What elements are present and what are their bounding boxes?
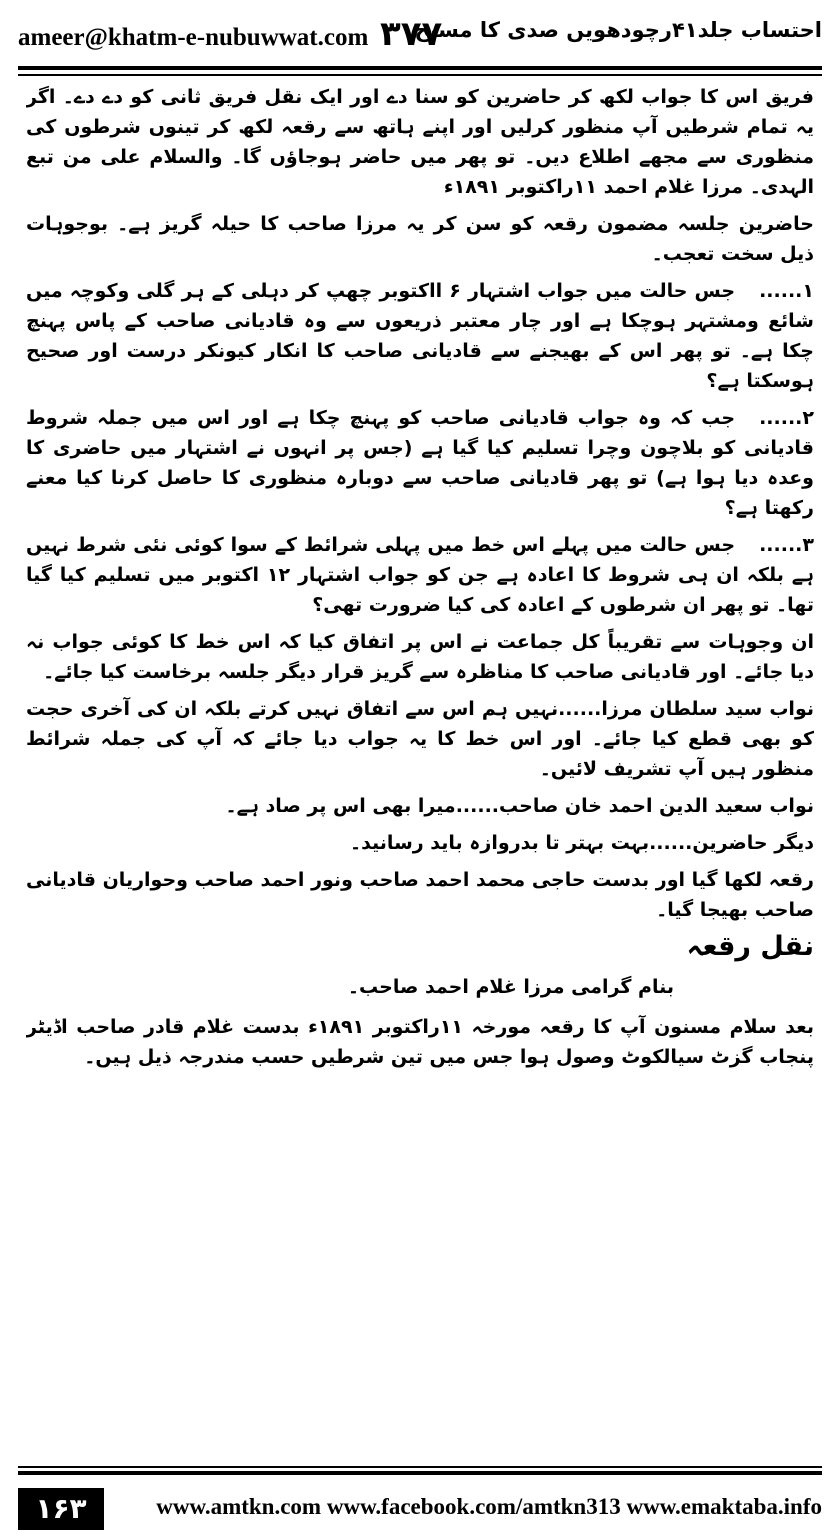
page-footer — [0, 1460, 840, 1540]
speaker-name: نواب سید سلطان مرزا...... — [558, 698, 814, 720]
speaker-line-1 — [26, 694, 814, 784]
footer-book-page-number: ۱۶۳ — [18, 1488, 104, 1530]
footer-rule-thin — [18, 1466, 822, 1468]
paragraph-offer: فریق اس کا جواب لکھ کر حاضرین کو سنا دے اور ایک نقل فریق ثانی کو دے دے۔ اگر یہ تمام شرطیں آپ منظور کرلیں اور اپنے ہاتھ سے رقعہ لکھ کر تینوں شرطوں کی منظوری سے مجھے اطلاع دیں۔ تو پھر میں حاضر ہوجاؤں گا۔ والسلام علی من تبع الہدی۔ مرزا غلام احمد ۱۱راکتوبر ۱۸۹۱ء — [26, 86, 814, 198]
item-text: جس حالت میں جواب اشتہار ۶ ااکتوبر چھپ کر دہلی کے ہر گلی وکوچہ میں شائع ومشتہر ہوچکا ہے اور چار معتبر ذریعوں سے وہ قادیانی صاحب کے پاس پہنچ چکا ہے۔ تو پھر اس کے بھیجنے سے قادیانی صاحب کا انکار کیونکر درست اور صحیح ہوسکتا ہے؟ — [26, 280, 814, 392]
letter-address: بنام گرامی مرزا غلام احمد صاحب۔ — [347, 976, 674, 998]
item-text: جس حالت میں پہلے اس خط میں پہلی شرائط کے سوا کوئی نئی شرط نہیں ہے بلکہ ان ہی شروط کا اعادہ ہے جن کو جواب اشتہار ۱۲ اکتوبر میں تسلیم کیا گیا تھا۔ تو پھر ان شرطوں کے اعادہ کی کیا ضرورت تھی؟ — [26, 534, 814, 616]
header-rule-thin — [18, 74, 822, 76]
header-rule-thick — [18, 66, 822, 70]
paragraph-letter-body: بعد سلام مسنون آپ کا رقعہ مورخہ ۱۱راکتوبر ۱۸۹۱ء بدست غلام قادر صاحب اڈیٹر پنجاب گزٹ سیالکوٹ وصول ہوا جس میں تین شرطیں حسب مندرجہ ذیل ہیں۔ — [26, 1016, 814, 1068]
item-number: ۱...... — [759, 280, 814, 302]
speaker-name: دیگر حاضرین...... — [649, 832, 814, 854]
paragraph-letter-sent: رقعہ لکھا گیا اور بدست حاجی محمد احمد صاحب ونور احمد صاحب وحواریان قادیانی صاحب بھیجا گیا۔ — [26, 869, 814, 921]
numbered-item-2 — [26, 403, 814, 523]
footer-rule-thick — [18, 1471, 822, 1475]
item-number: ۳...... — [759, 534, 814, 556]
item-text: جب کہ وہ جواب قادیانی صاحب کو پہنچ چکا ہے اور اس میں جملہ شروط قادیانی کو بلاچون وچرا تسلیم کیا گیا ہے (جس پر انہوں نے اشتہار میں حاضری کا وعدہ دیا ہوا ہے) تو پھر قادیانی صاحب سے دوبارہ منظوری کا حاصل کرنا کیا معنے رکھتا ہے؟ — [26, 407, 814, 519]
speaker-name: نواب سعید الدین احمد خان صاحب...... — [455, 795, 814, 817]
speaker-line-3 — [26, 828, 814, 858]
paragraph-audience-reaction: حاضرین جلسہ مضمون رقعہ کو سن کر یہ مرزا صاحب کا حیلہ گریز ہے۔ بوجوہات ذیل سخت تعجب۔ — [26, 213, 814, 265]
header-email: ameer@khatm-e-nubuwwat.com — [18, 24, 369, 51]
numbered-item-1 — [26, 276, 814, 396]
paragraph-consensus: ان وجوہات سے تقریباً کل جماعت نے اس پر اتفاق کیا کہ اس خط کا کوئی جواب نہ دیا جائے۔ اور قادیانی صاحب کا مناظرہ سے گریز قرار دیگر جلسہ برخاست کیا جائے۔ — [26, 631, 814, 683]
header-title: احتساب جلد۴۱رچودھویں صدی کا مسیح — [414, 18, 822, 42]
speaker-line-2 — [26, 791, 814, 821]
speaker-text: نہیں ہم اس سے اتفاق نہیں کرتے بلکہ ان کی آخری حجت کو بھی قطع کیا جائے۔ اور اس خط کا یہ جواب دیا جائے کہ آپ کی جملہ شرائط منظور ہیں آپ تشریف لائیں۔ — [26, 698, 814, 780]
item-number: ۲...... — [759, 407, 814, 429]
speaker-text: بہت بہتر تا بدروازہ باید رسانید۔ — [349, 832, 650, 854]
speaker-text: میرا بھی اس پر صاد ہے۔ — [225, 795, 456, 817]
footer-website-links: www.amtkn.com www.facebook.com/amtkn313 www.emaktaba.info — [156, 1494, 822, 1519]
page-body — [26, 82, 814, 1452]
page-header — [0, 0, 840, 80]
header-page-number: ۳۷۷ — [380, 14, 443, 54]
section-heading: نقل رقعہ — [686, 931, 814, 962]
numbered-item-3 — [26, 530, 814, 620]
